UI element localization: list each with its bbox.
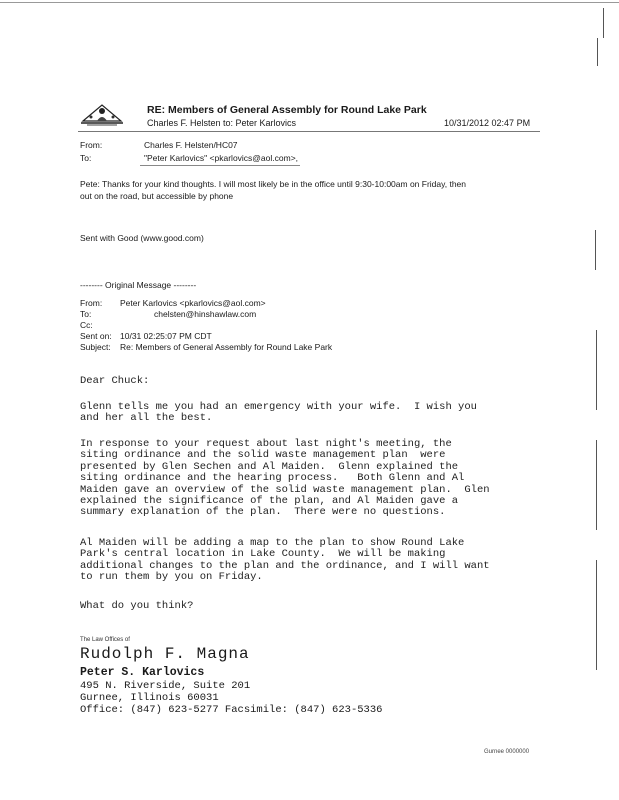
letter-paragraph-3: Al Maiden will be adding a map to the plan to show Round Lake Park's central location in Lake County. We will be making additional changes to the plan and the ordinance, and I will want to run them by you on Friday. [80,537,490,584]
letter-paragraph-1: Glenn tells me you had an emergency with your wife. I wish you and her all the best. [80,401,477,425]
sig-law-offices: The Law Offices of [80,637,130,643]
to-underline [140,165,300,166]
letter-closing: What do you think? [80,600,194,612]
original-message-divider: -------- Original Message -------- [80,280,197,290]
orig-to-value: chelsten@hinshawlaw.com [154,309,257,319]
sig-name: Peter S. Karlovics [80,666,205,679]
letter-paragraph-2: In response to your request about last night's meeting, the siting ordinance and the solid waste management plan were presented by Glen Sechen and Al Maiden. Glenn explained the siting ordinance and the hearing process. Both Glenn and Al Maiden gave an overview of the solid waste management plan. Glen explained the significance of the plan, and Al Maiden gave a summary explanation of the plan. There were no questions. [80,438,490,519]
letter-greeting: Dear Chuck: [80,375,150,387]
envelope-person-icon [77,99,127,129]
sig-phones: Office: (847) 623-5277 Facsimile: (847) 623-5336 [80,704,383,716]
scan-mark [596,330,597,410]
orig-subject-label: Subject: [80,342,111,352]
sig-address-1: 495 N. Riverside, Suite 201 [80,680,251,692]
to-value: "Peter Karlovics" <pkarlovics@aol.com>, [144,153,299,163]
sig-firm-name: Rudolph F. Magna [80,645,250,663]
orig-to-label: To: [80,309,92,319]
scan-mark [596,440,597,530]
from-value: Charles F. Helsten/HC07 [144,140,238,150]
sig-address-2: Gurnee, Illinois 60031 [80,692,219,704]
email-subject: RE: Members of General Assembly for Round Lake Park [147,104,427,116]
orig-cc-label: Cc: [80,320,93,330]
orig-from-label: From: [80,298,103,308]
orig-sent-value: 10/31 02:25:07 PM CDT [120,331,212,341]
header-divider [78,131,540,132]
scan-mark [596,560,597,670]
orig-sent-label: Sent on: [80,331,112,341]
email-byline: Charles F. Helsten to: Peter Karlovics [147,118,297,128]
scan-top-edge [0,2,619,3]
orig-subject-value: Re: Members of General Assembly for Round Lake Park [120,342,333,352]
sent-with-good: Sent with Good (www.good.com) [80,233,204,243]
reply-body-line-1: Pete: Thanks for your kind thoughts. I will most likely be in the office until 9:30-10:00am on Friday, then [80,179,467,189]
email-date: 10/31/2012 02:47 PM [444,118,531,128]
scan-mark [603,8,604,38]
scan-mark [597,38,598,66]
bates-stamp: Gurnee 0000000 [484,749,530,755]
to-label: To: [80,153,92,163]
from-label: From: [80,140,103,150]
orig-from-value: Peter Karlovics <pkarlovics@aol.com> [120,298,266,308]
reply-body-line-2: out on the road, but accessible by phone [80,191,234,201]
scan-mark [595,230,596,270]
